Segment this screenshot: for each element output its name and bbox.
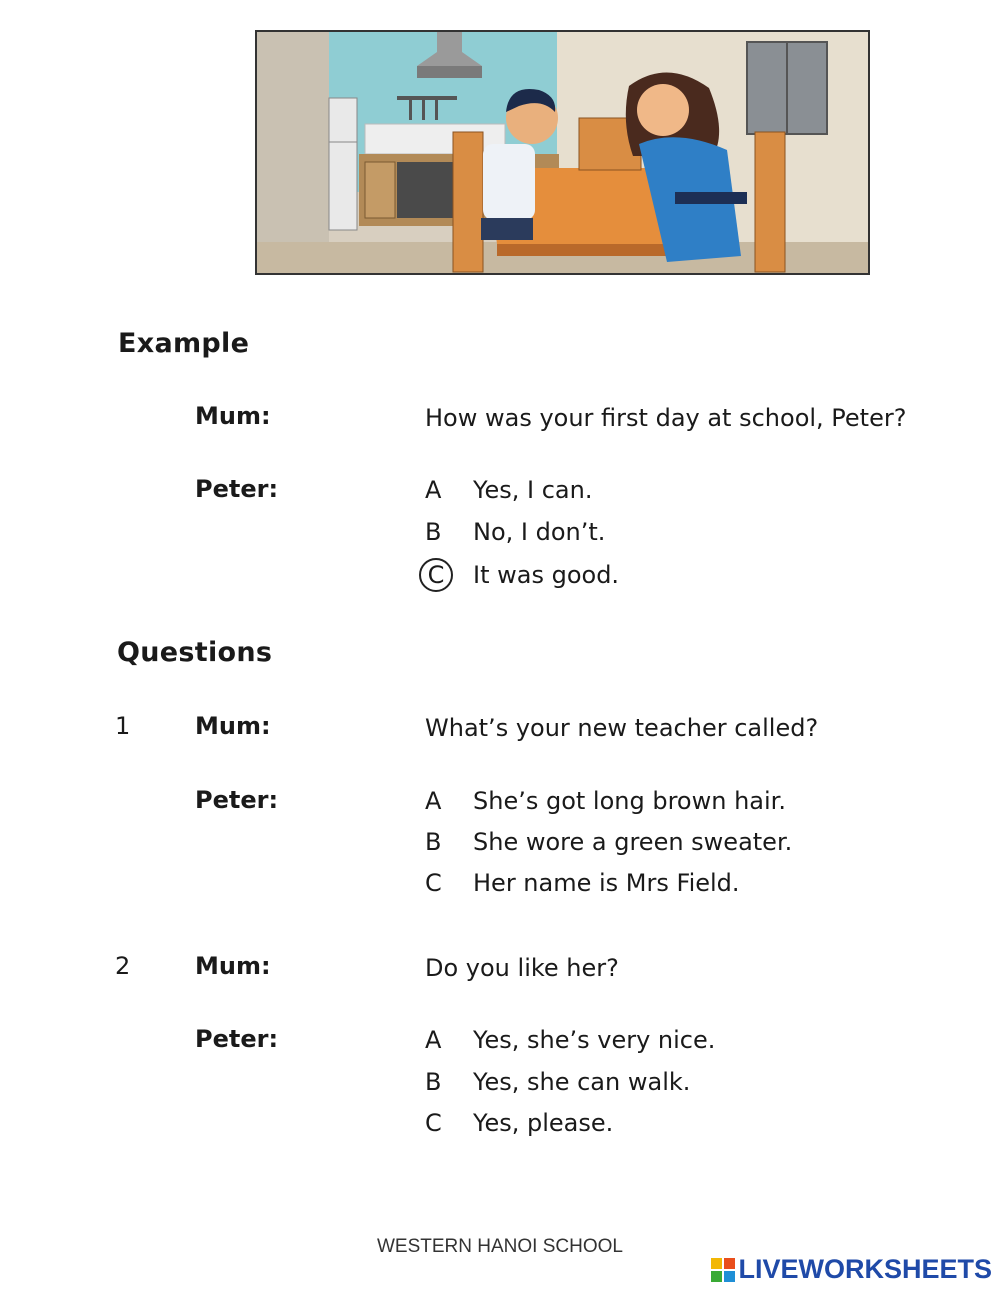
option-letter: C [425,869,442,897]
option-letter: B [425,828,442,856]
question-1-peter-label: Peter: [195,786,279,814]
example-option-c-selected[interactable] [425,558,619,592]
kitchen-illustration [255,30,870,275]
question-1-text: What’s your new teacher called? [425,714,819,742]
option-letter: A [425,1026,442,1054]
mum-and-peter-at-table-image [257,32,868,273]
question-2-option-b[interactable] [425,1068,690,1096]
question-2-number: 2 [115,952,131,980]
option-text: Her name is Mrs Field. [473,869,740,897]
question-2-option-c[interactable] [425,1109,613,1137]
question-2-mum-label: Mum: [195,952,271,980]
liveworksheets-brand-text: LIVEWORKSHEETS [738,1254,992,1284]
option-text: Yes, she can walk. [473,1068,691,1096]
selected-answer-circle: C [419,558,453,592]
liveworksheets-logo[interactable] [711,1254,992,1285]
option-text: She wore a green sweater. [473,828,793,856]
question-2-option-a[interactable] [425,1026,715,1054]
school-footer: WESTERN HANOI SCHOOL [377,1236,623,1257]
example-option-b[interactable] [425,518,605,546]
option-letter: B [425,518,442,546]
question-1-option-b[interactable] [425,828,792,856]
option-letter-circled [425,558,473,592]
question-2-peter-label: Peter: [195,1025,279,1053]
question-1-option-c[interactable] [425,869,740,897]
option-letter: A [425,787,442,815]
option-text: Yes, please. [473,1109,614,1137]
question-1-number: 1 [115,712,131,740]
example-question: How was your first day at school, Peter? [425,404,907,432]
option-text: She’s got long brown hair. [473,787,786,815]
option-letter: B [425,1068,442,1096]
option-text: No, I don’t. [473,518,606,546]
questions-heading: Questions [117,637,273,668]
example-peter-label: Peter: [195,475,279,503]
example-heading: Example [118,328,250,359]
example-mum-label: Mum: [195,402,271,430]
example-option-a[interactable] [425,476,592,504]
question-1-mum-label: Mum: [195,712,271,740]
option-text: Yes, she’s very nice. [473,1026,716,1054]
liveworksheets-logo-icon [711,1258,735,1282]
option-letter: A [425,476,442,504]
option-letter: C [425,1109,442,1137]
question-1-option-a[interactable] [425,787,786,815]
question-2-text: Do you like her? [425,954,619,982]
option-text: Yes, I can. [473,476,593,504]
option-text: It was good. [473,561,620,589]
